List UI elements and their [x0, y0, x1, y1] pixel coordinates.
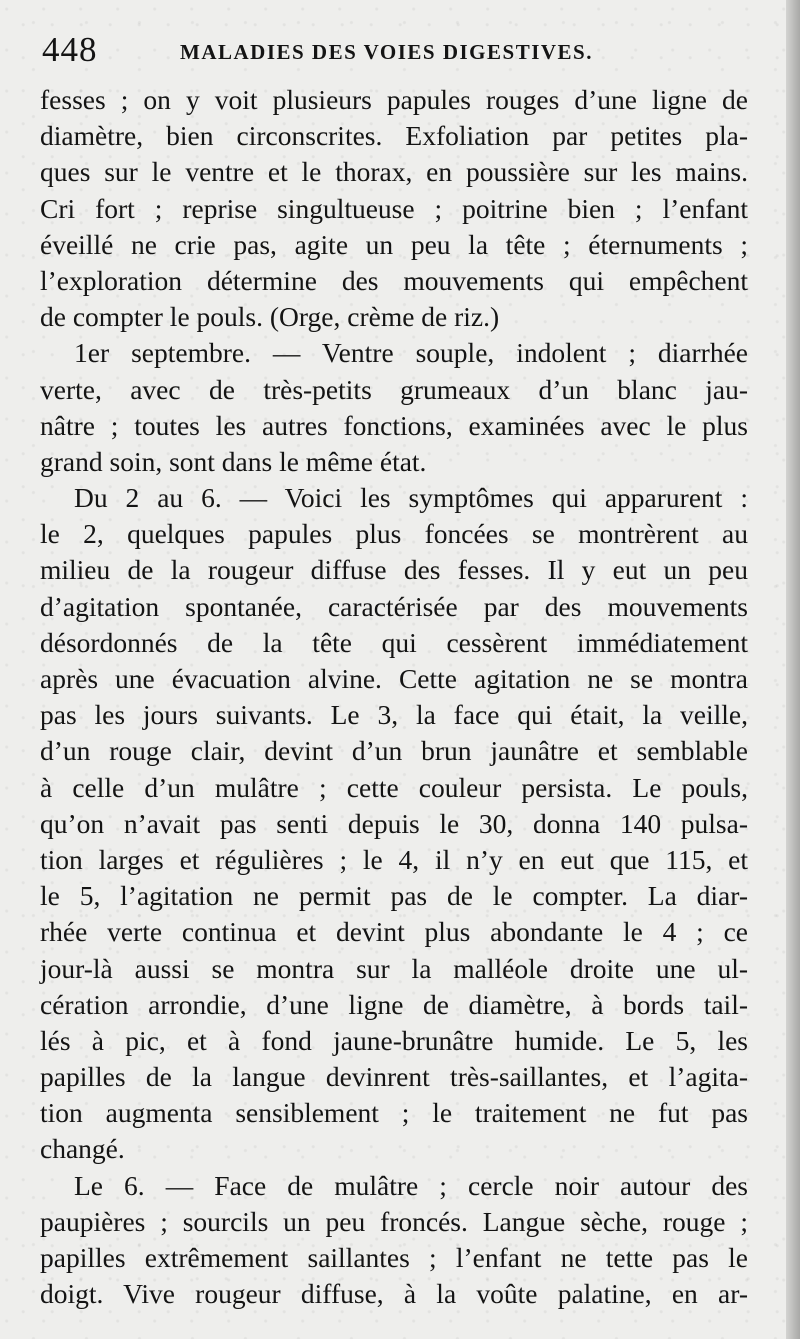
text-line: nâtre ; toutes les autres fonctions, examinées avec le plus: [40, 409, 748, 441]
text-line: Cri fort ; reprise singultueuse ; poitrine bien ; l’enfant: [40, 192, 748, 224]
text-line: d’agitation spontanée, caractérisée par des mouvements: [40, 590, 748, 622]
text-line: désordonnés de la tête qui cessèrent immédiatement: [40, 626, 748, 658]
text-line: le 2, quelques papules plus foncées se montrèrent au: [40, 518, 748, 550]
text-line: à celle d’un mulâtre ; cette couleur persista. Le pouls,: [40, 771, 748, 803]
text-line: de compter le pouls. (Orge, crème de riz.): [40, 301, 500, 333]
text-line: pas les jours suivants. Le 3, la face qui était, la veille,: [40, 699, 748, 731]
text-line: l’exploration détermine des mouvements qui empêchent: [40, 264, 748, 296]
body-text: [40, 82, 748, 1312]
text-line: grand soin, sont dans le même état.: [40, 445, 427, 477]
running-head: MALADIES DES VOIES DIGESTIVES.: [180, 40, 593, 64]
text-line: le 5, l’agitation ne permit pas de le compter. La diar-: [40, 880, 748, 912]
text-line: papilles de la langue devinrent très-saillantes, et l’agita-: [40, 1061, 748, 1093]
text-line: changé.: [40, 1133, 125, 1165]
text-line: verte, avec de très-petits grumeaux d’un blanc jau-: [40, 373, 748, 405]
page-number: 448: [42, 30, 98, 69]
text-line: diamètre, bien circonscrites. Exfoliation par petites pla-: [40, 120, 748, 152]
text-line: Du 2 au 6. — Voici les symptômes qui apparurent :: [74, 482, 748, 514]
text-line: tion augmenta sensiblement ; le traitement ne fut pas: [40, 1097, 748, 1129]
text-line: ques sur le ventre et le thorax, en poussière sur les mains.: [40, 156, 748, 188]
text-line: cération arrondie, d’une ligne de diamètre, à bords tail-: [40, 988, 748, 1020]
text-line: papilles extrêmement saillantes ; l’enfant ne tette pas le: [40, 1242, 748, 1273]
text-line: après une évacuation alvine. Cette agitation ne se montra: [40, 663, 748, 694]
text-line: lés à pic, et à fond jaune-brunâtre humide. Le 5, les: [40, 1024, 748, 1056]
text-line: milieu de la rougeur diffuse des fesses. Il y eut un peu: [40, 554, 748, 586]
text-line: d’un rouge clair, devint d’un brun jaunâtre et semblable: [40, 735, 748, 767]
text-line: paupières ; sourcils un peu froncés. Langue sèche, rouge ;: [40, 1205, 748, 1237]
page-edge-shadow: [786, 0, 800, 1339]
text-line: Le 6. — Face de mulâtre ; cercle noir autour des: [74, 1169, 748, 1201]
text-line: qu’on n’avait pas senti depuis le 30, donna 140 pulsa-: [40, 807, 748, 839]
text-line: rhée verte continua et devint plus abondante le 4 ; ce: [40, 916, 748, 948]
text-line: éveillé ne crie pas, agite un peu la tête ; éternuments ;: [40, 228, 748, 260]
page-header: [40, 30, 748, 74]
text-line: jour-là aussi se montra sur la malléole droite une ul-: [40, 952, 748, 984]
text-line: tion larges et régulières ; le 4, il n’y en eut que 115, et: [40, 843, 748, 875]
text-line: doigt. Vive rougeur diffuse, à la voûte palatine, en ar-: [40, 1278, 748, 1310]
text-line: 1er septembre. — Ventre souple, indolent ; diarrhée: [74, 337, 748, 369]
text-line: fesses ; on y voit plusieurs papules rouges d’une ligne de: [40, 84, 748, 115]
